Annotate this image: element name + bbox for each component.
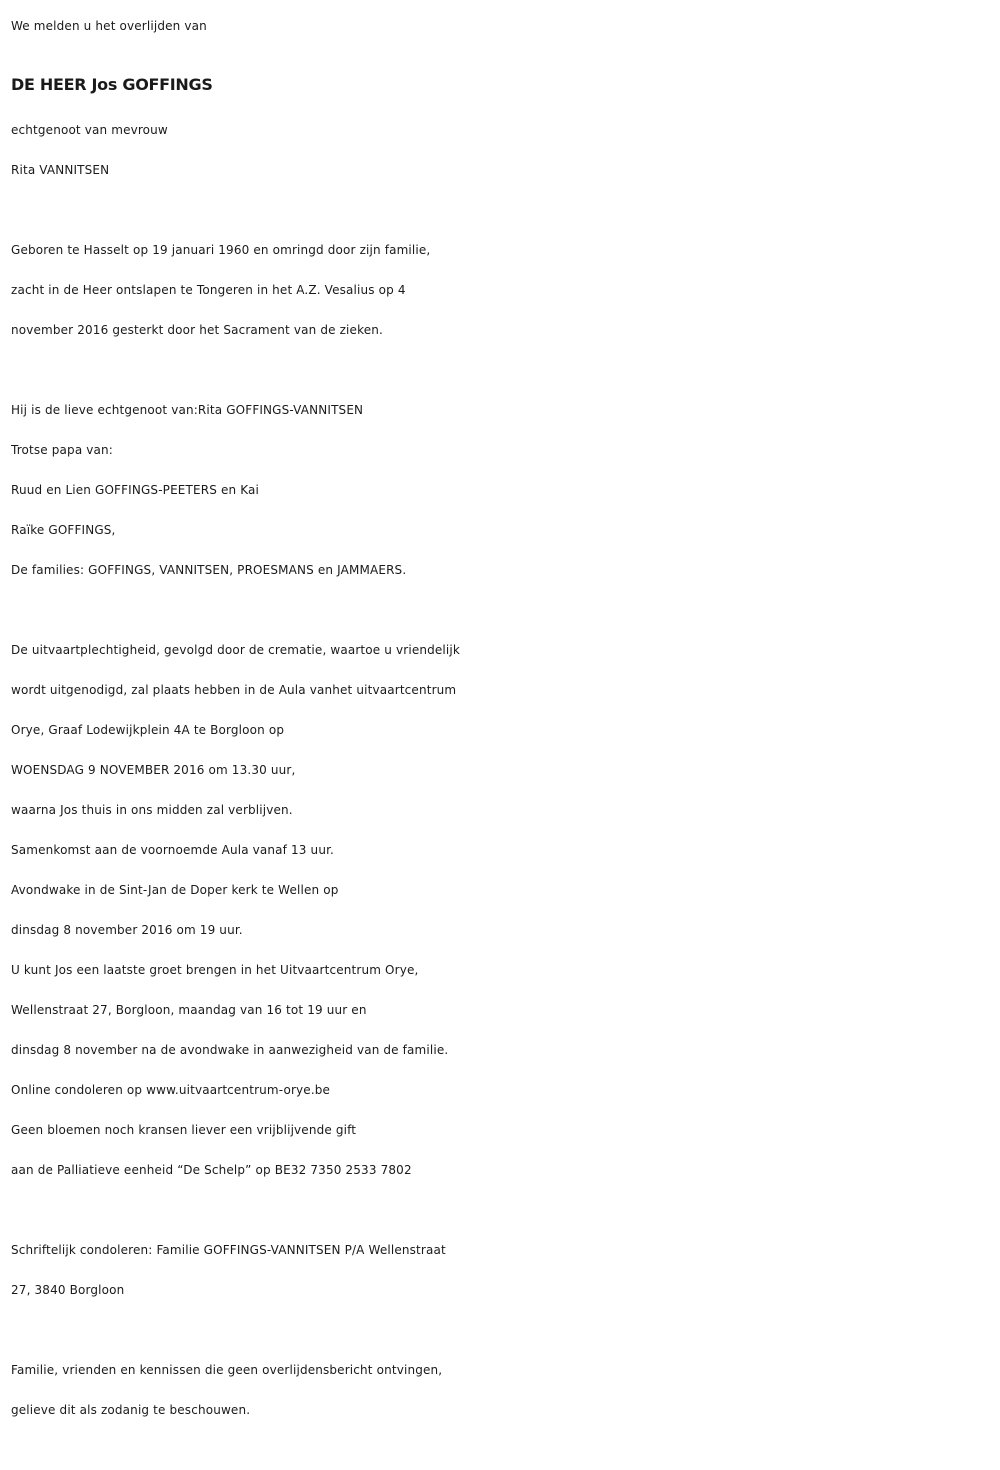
ceremony-line: Avondwake in de Sint-Jan de Doper kerk te Wellen op <box>11 883 339 897</box>
spacer <box>11 1190 996 1230</box>
birth-death-line: november 2016 gesterkt door het Sacrament van de zieken. <box>11 323 384 337</box>
birth-death-line: zacht in de Heer ontslapen te Tongeren in het A.Z. Vesalius op 4 <box>11 283 406 297</box>
ceremony-line: dinsdag 8 november na de avondwake in aanwezigheid van de familie. <box>11 1043 449 1057</box>
birth-death-line: Geboren te Hasselt op 19 januari 1960 en omringd door zijn familie, <box>11 243 431 257</box>
ceremony-line: waarna Jos thuis in ons midden zal verblijven. <box>11 803 293 817</box>
ceremony-line: Geen bloemen noch kransen liever een vrijblijvende gift <box>11 1123 357 1137</box>
spouse-section <box>11 110 996 190</box>
birth-death-section <box>11 230 996 350</box>
donation-line: aan de Palliatieve eenheid “De Schelp” op BE32 7350 2533 7802 <box>11 1163 412 1177</box>
closing-section <box>11 1350 996 1430</box>
intro-text: We melden u het overlijden van <box>11 19 207 33</box>
ceremony-section <box>11 630 996 1190</box>
ceremony-line: wordt uitgenodigd, zal plaats hebben in de Aula vanhet uitvaartcentrum <box>11 683 457 697</box>
ceremony-line: Wellenstraat 27, Borgloon, maandag van 16 tot 19 uur en <box>11 1003 367 1017</box>
spacer <box>11 350 996 390</box>
obituary-notice <box>11 6 996 1430</box>
spouse-line: Rita VANNITSEN <box>11 163 110 177</box>
ceremony-line: Orye, Graaf Lodewijkplein 4A te Borgloon op <box>11 723 285 737</box>
ceremony-line: Samenkomst aan de voornoemde Aula vanaf 13 uur. <box>11 843 335 857</box>
ceremony-line: De uitvaartplechtigheid, gevolgd door de crematie, waartoe u vriendelijk <box>11 643 460 657</box>
family-line: Ruud en Lien GOFFINGS-PEETERS en Kai <box>11 483 260 497</box>
spacer <box>11 1310 996 1350</box>
spacer <box>11 590 996 630</box>
family-line: Raïke GOFFINGS, <box>11 523 116 537</box>
deceased-name: DE HEER Jos GOFFINGS <box>11 75 213 94</box>
ceremony-line: dinsdag 8 november 2016 om 19 uur. <box>11 923 243 937</box>
condolence-address-line: Schriftelijk condoleren: Familie GOFFINGS-VANNITSEN P/A Wellenstraat <box>11 1243 446 1257</box>
spouse-line: echtgenoot van mevrouw <box>11 123 168 137</box>
ceremony-line: WOENSDAG 9 NOVEMBER 2016 om 13.30 uur, <box>11 763 296 777</box>
condolence-address-line: 27, 3840 Borgloon <box>11 1283 125 1297</box>
ceremony-line: U kunt Jos een laatste groet brengen in het Uitvaartcentrum Orye, <box>11 963 419 977</box>
family-line: Trotse papa van: <box>11 443 113 457</box>
family-section <box>11 390 996 590</box>
closing-line: Familie, vrienden en kennissen die geen overlijdensbericht ontvingen, <box>11 1363 443 1377</box>
family-line: De families: GOFFINGS, VANNITSEN, PROESMANS en JAMMAERS. <box>11 563 407 577</box>
closing-line: gelieve dit als zodanig te beschouwen. <box>11 1403 251 1417</box>
family-line: Hij is de lieve echtgenoot van:Rita GOFFINGS-VANNITSEN <box>11 403 364 417</box>
condolence-website-line: Online condoleren op www.uitvaartcentrum-orye.be <box>11 1083 331 1097</box>
spacer <box>11 190 996 230</box>
condolence-section <box>11 1230 996 1310</box>
